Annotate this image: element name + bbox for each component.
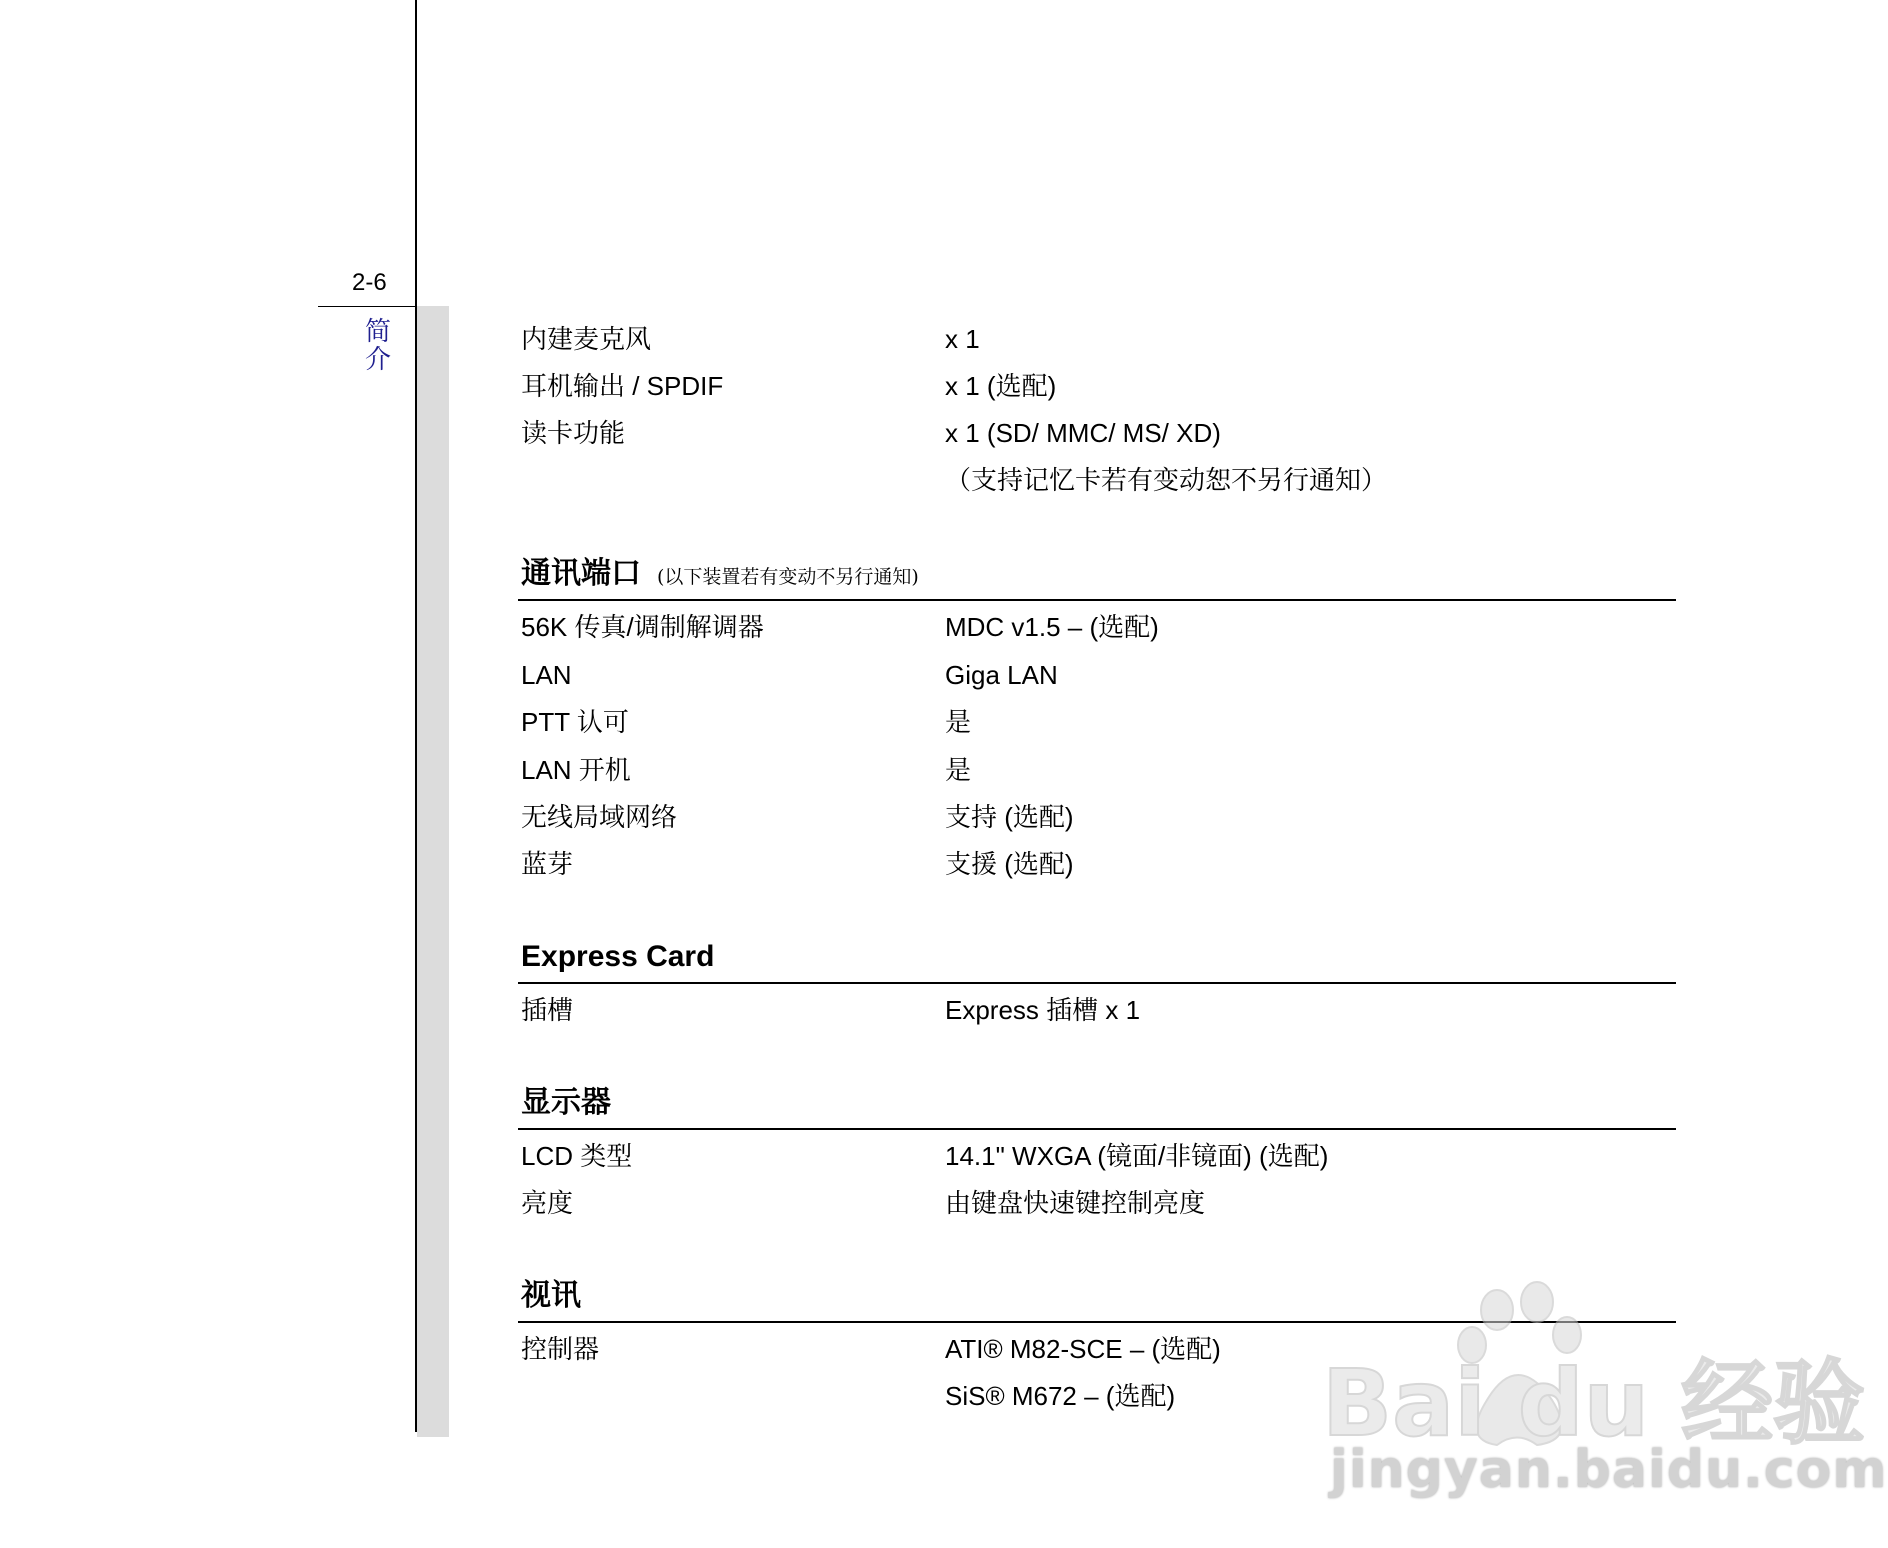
spec-row-card-reader	[521, 413, 1671, 453]
section-rule	[518, 982, 1676, 984]
section-rule	[518, 1128, 1676, 1130]
spec-row-headphone	[521, 366, 1671, 406]
spec-row-lcd-type	[521, 1136, 1671, 1176]
spec-label: LCD 类型	[521, 1141, 633, 1171]
spec-value: SiS® M672 – (选配)	[945, 1381, 1176, 1411]
page-number: 2-6	[352, 269, 387, 296]
spec-label: 无线局域网络	[521, 802, 678, 832]
section-title-express: Express Card	[521, 940, 715, 973]
spec-value: 是	[945, 707, 972, 737]
spec-row-wlan	[521, 797, 1671, 837]
section-title-text: 通讯端口	[521, 557, 641, 590]
margin-gray-band	[417, 306, 449, 1437]
spec-value: Express 插槽 x 1	[945, 995, 1141, 1025]
spec-row-modem	[521, 607, 1671, 647]
spec-value: ATI® M82-SCE – (选配)	[945, 1334, 1221, 1364]
spec-row-microphone	[521, 319, 1671, 359]
spec-row-wake-on-lan	[521, 750, 1671, 790]
spec-label: 内建麦克风	[521, 324, 652, 354]
spec-row-card-note	[521, 460, 1671, 500]
spec-row-bluetooth	[521, 844, 1671, 884]
spec-value: 是	[945, 755, 972, 785]
spec-value: 支援 (选配)	[945, 849, 1074, 879]
spec-value: 14.1" WXGA (镜面/非镜面) (选配)	[945, 1141, 1329, 1171]
watermark-url: jingyan.baidu.com	[1330, 1440, 1888, 1500]
spec-label: 亮度	[521, 1188, 574, 1218]
spec-value: x 1 (选配)	[945, 371, 1057, 401]
chapter-char: 简	[365, 317, 392, 347]
spec-label: 读卡功能	[521, 418, 626, 448]
spec-value: x 1 (SD/ MMC/ MS/ XD)	[945, 418, 1221, 448]
chapter-char: 介	[365, 345, 392, 375]
spec-value: 支持 (选配)	[945, 802, 1074, 832]
chapter-label	[365, 318, 395, 374]
spec-label: 蓝芽	[521, 849, 574, 879]
spec-label: 56K 传真/调制解调器	[521, 612, 764, 642]
watermark-brand: Bai du 经验	[1322, 1350, 1866, 1457]
section-title-comm	[521, 554, 919, 597]
margin-horizontal-rule	[318, 306, 416, 307]
spec-label: PTT 认可	[521, 707, 629, 737]
spec-row-lan	[521, 655, 1671, 695]
spec-row-ptt	[521, 702, 1671, 742]
section-title-video: 视讯	[521, 1279, 581, 1312]
spec-label: 耳机输出 / SPDIF	[521, 371, 724, 401]
spec-value: MDC v1.5 – (选配)	[945, 612, 1159, 642]
spec-value: Giga LAN	[945, 660, 1058, 690]
spec-row-brightness	[521, 1183, 1671, 1223]
spec-value: 由键盘快速键控制亮度	[945, 1188, 1206, 1218]
spec-label: 控制器	[521, 1334, 600, 1364]
spec-value: x 1	[945, 324, 980, 354]
spec-label: 插槽	[521, 995, 574, 1025]
spec-value: （支持记忆卡若有变动恕不另行通知）	[945, 465, 1388, 495]
section-note: (以下装置若有变动不另行通知)	[657, 566, 919, 588]
spec-label: LAN	[521, 660, 572, 690]
spec-label: LAN 开机	[521, 755, 631, 785]
section-rule	[518, 599, 1676, 601]
section-title-display: 显示器	[521, 1086, 611, 1119]
spec-row-slot	[521, 990, 1671, 1030]
